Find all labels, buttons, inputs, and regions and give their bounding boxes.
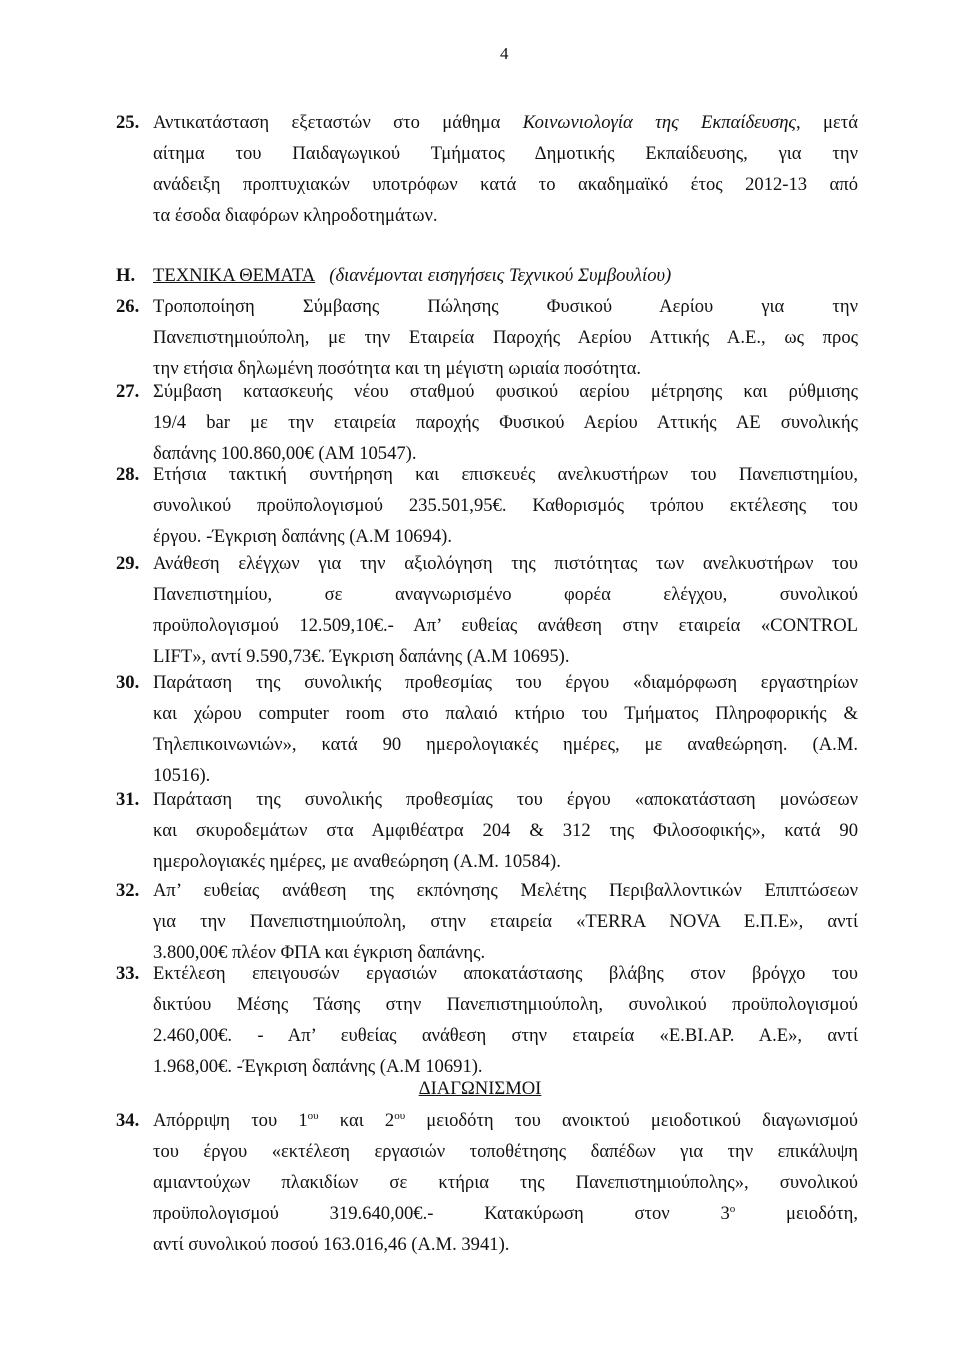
item-line: Εκτέλεση επειγουσών εργασιών αποκατάστασης βλάβης στον βρόγχο του bbox=[153, 963, 858, 984]
section-letter: Η. bbox=[116, 265, 136, 286]
text: και 2 bbox=[318, 1110, 395, 1131]
item-line: LIFT», αντί 9.590,73€. Έγκριση δαπάνης (Α.Μ 10695). bbox=[153, 646, 570, 667]
tenders-heading: ΔΙΑΓΩΝΙΣΜΟΙ bbox=[418, 1078, 542, 1099]
item-line bbox=[153, 107, 858, 138]
page-number: 4 bbox=[500, 44, 509, 63]
item-number: 30. bbox=[116, 672, 140, 693]
agenda-item-26 bbox=[116, 291, 858, 384]
item-line: αίτημα του Παιδαγωγικού Τμήματος Δημοτικής Εκπαίδευσης, για την bbox=[153, 143, 858, 164]
text: , μετά bbox=[795, 112, 858, 133]
section-heading-h bbox=[116, 260, 858, 291]
item-number: 25. bbox=[116, 112, 140, 133]
item-line: 19/4 bar με την εταιρεία παροχής Φυσικού Αερίου Αττικής ΑΕ συνολικής bbox=[153, 412, 858, 433]
section-title: ΤΕΧΝΙΚΑ ΘΕΜΑΤΑ bbox=[153, 265, 316, 286]
item-line: για την Πανεπιστημιούπολη, στην εταιρεία «TERRA NOVA Ε.Π.Ε», αντί bbox=[153, 911, 858, 932]
text: προϋπολογισμού 319.640,00€.- Κατακύρωση στον 3 bbox=[153, 1203, 730, 1224]
agenda-item-30 bbox=[116, 667, 858, 791]
item-number: 28. bbox=[116, 464, 140, 485]
ordinal-suffix: ου bbox=[394, 1109, 406, 1122]
agenda-item-28 bbox=[116, 459, 858, 552]
item-line: ανάδειξη προπτυχιακών υποτρόφων κατά το ακαδημαϊκό έτος 2012-13 από bbox=[153, 174, 858, 195]
item-line: έργου. -Έγκριση δαπάνης (Α.Μ 10694). bbox=[153, 526, 453, 547]
item-line: Τροποποίηση Σύμβασης Πώλησης Φυσικού Αερίου για την bbox=[153, 296, 858, 317]
text: μειοδότη, bbox=[735, 1203, 858, 1224]
item-line: προϋπολογισμού 12.509,10€.- Απ’ ευθείας ανάθεση στην εταιρεία «CONTROL bbox=[153, 615, 858, 636]
ordinal-suffix: ο bbox=[729, 1202, 736, 1215]
text: Απόρριψη του 1 bbox=[153, 1110, 308, 1131]
item-line: Σύμβαση κατασκευής νέου σταθμού φυσικού αερίου μέτρησης και ρύθμισης bbox=[153, 381, 858, 402]
item-line: Παράταση της συνολικής προθεσμίας του έργου «αποκατάσταση μονώσεων bbox=[153, 789, 858, 810]
course-name: Κοινωνιολογία της Εκπαίδευσης bbox=[522, 112, 796, 133]
item-number: 32. bbox=[116, 880, 140, 901]
item-line: του έργου «εκτέλεση εργασιών τοποθέτησης δαπέδων για την επικάλυψη bbox=[153, 1141, 858, 1162]
item-line: αντί συνολικού ποσού 163.016,46 (Α.Μ. 3941). bbox=[153, 1234, 510, 1255]
text: Αντικατάσταση εξεταστών στο μάθημα bbox=[153, 112, 501, 133]
agenda-item-31 bbox=[116, 784, 858, 877]
item-line: 3.800,00€ πλέον ΦΠΑ και έγκριση δαπάνης. bbox=[153, 942, 486, 963]
item-number: 27. bbox=[116, 381, 140, 402]
agenda-item-25 bbox=[116, 107, 858, 231]
item-line: δαπάνης 100.860,00€ (ΑΜ 10547). bbox=[153, 443, 417, 464]
agenda-item-27 bbox=[116, 376, 858, 469]
item-line: Ετήσια τακτική συντήρηση και επισκευές ανελκυστήρων του Πανεπιστημίου, bbox=[153, 464, 858, 485]
item-line: 10516). bbox=[153, 765, 211, 786]
item-line: 2.460,00€. - Απ’ ευθείας ανάθεση στην εταιρεία «Ε.ΒΙ.ΑΡ. Α.Ε», αντί bbox=[153, 1025, 858, 1046]
item-line: Απ’ ευθείας ανάθεση της εκπόνησης Μελέτης Περιβαλλοντικών Επιπτώσεων bbox=[153, 880, 858, 901]
item-line: Παράταση της συνολικής προθεσμίας του έργου «διαμόρφωση εργαστηρίων bbox=[153, 672, 858, 693]
item-line: Ανάθεση ελέγχων για την αξιολόγηση της πιστότητας των ανελκυστήρων του bbox=[153, 553, 858, 574]
item-number: 33. bbox=[116, 963, 140, 984]
item-number: 26. bbox=[116, 296, 140, 317]
item-line: και σκυροδεμάτων στα Αμφιθέατρα 204 & 312 της Φιλοσοφικής», κατά 90 bbox=[153, 820, 858, 841]
item-line bbox=[153, 1198, 858, 1229]
item-line: αμιαντούχων πλακιδίων σε κτήρια της Πανεπιστημιούπολης», συνολικού bbox=[153, 1172, 858, 1193]
item-line: Πανεπιστημίου, σε αναγνωρισμένο φορέα ελέγχου, συνολικού bbox=[153, 584, 858, 605]
item-line: Τηλεπικοινωνιών», κατά 90 ημερολογιακές ημέρες, με αναθεώρηση. (Α.Μ. bbox=[153, 734, 858, 755]
item-line: τα έσοδα διαφόρων κληροδοτημάτων. bbox=[153, 205, 438, 226]
item-line: συνολικού προϋπολογισμού 235.501,95€. Καθορισμός τρόπου εκτέλεσης του bbox=[153, 495, 858, 516]
agenda-item-34 bbox=[116, 1105, 859, 1260]
item-line: την ετήσια δηλωμένη ποσότητα και τη μέγιστη ωριαία ποσότητα. bbox=[153, 358, 642, 379]
agenda-item-32 bbox=[116, 875, 858, 968]
item-line: ημερολογιακές ημέρες, με αναθεώρηση (Α.Μ. 10584). bbox=[153, 851, 561, 872]
ordinal-suffix: ου bbox=[307, 1109, 319, 1122]
section-note: (διανέμονται εισηγήσεις Τεχνικού Συμβουλίου) bbox=[329, 265, 672, 286]
item-line: 1.968,00€. -Έγκριση δαπάνης (Α.Μ 10691). bbox=[153, 1056, 483, 1077]
agenda-item-29 bbox=[116, 548, 858, 672]
item-number: 34. bbox=[116, 1110, 140, 1131]
agenda-item-33 bbox=[116, 958, 858, 1082]
item-number: 29. bbox=[116, 553, 140, 574]
item-line: και χώρου computer room στο παλαιό κτήριο του Τμήματος Πληροφορικής & bbox=[153, 703, 858, 724]
text: μειοδότη του ανοικτού μειοδοτικού διαγωνισμού bbox=[405, 1110, 859, 1131]
item-line: Πανεπιστημιούπολη, με την Εταιρεία Παροχής Αερίου Αττικής Α.Ε., ως προς bbox=[153, 327, 858, 348]
item-line bbox=[153, 1105, 858, 1136]
item-number: 31. bbox=[116, 789, 140, 810]
item-line: δικτύου Μέσης Τάσης στην Πανεπιστημιούπολη, συνολικού προϋπολογισμού bbox=[153, 994, 858, 1015]
